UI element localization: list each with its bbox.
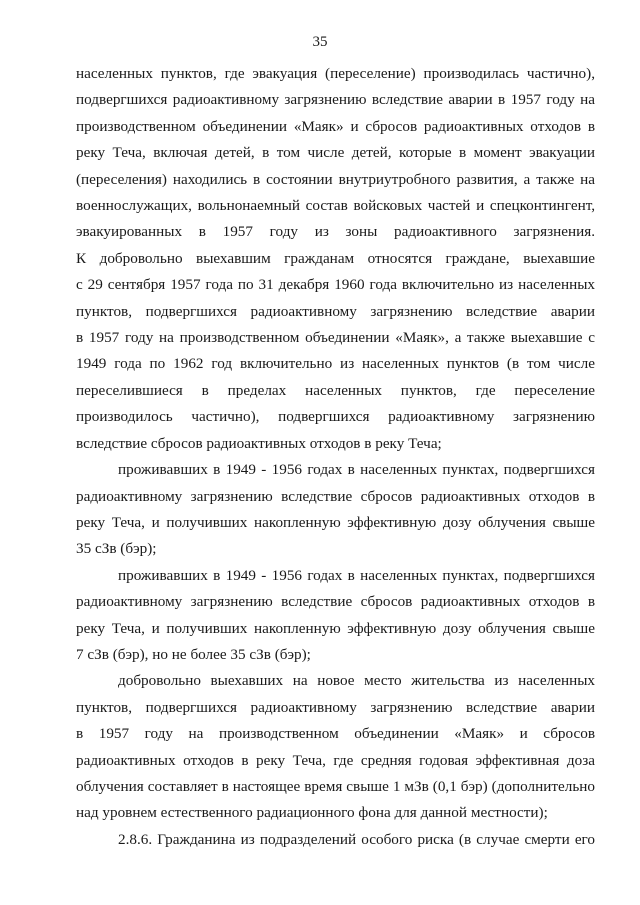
text-line: с 29 сентября 1957 года по 31 декабря 1960 года включительно из населенных xyxy=(76,276,595,294)
paragraph xyxy=(76,668,595,826)
text-line: реку Теча, и получивших накопленную эффективную дозу облучения свыше xyxy=(76,619,595,637)
text-line: над уровнем естественного радиационного фона для данной местности); xyxy=(76,804,548,822)
text-line: 2.8.6. Гражданина из подразделений особого риска (в случае смерти его xyxy=(118,830,595,848)
paragraph xyxy=(76,827,595,853)
text-line: 35 сЗв (бэр); xyxy=(76,540,157,558)
text-line: переселившиеся в пределах населенных пунктов, где переселение xyxy=(76,381,595,399)
text-line: подвергшихся радиоактивному загрязнению вследствие аварии в 1957 году на xyxy=(76,91,595,109)
text-line: К добровольно выехавшим гражданам относятся граждане, выехавшие xyxy=(76,249,595,267)
text-line: реку Теча, и получивших накопленную эффективную дозу облучения свыше xyxy=(76,513,595,531)
text-line: производилось частично), подвергшихся радиоактивному загрязнению xyxy=(76,408,595,426)
text-line: вследствие сбросов радиоактивных отходов в реку Теча; xyxy=(76,434,442,452)
paragraph xyxy=(76,457,595,563)
document-body xyxy=(76,61,595,853)
text-line: в 1957 году на производственном объединении «Маяк» и сбросов xyxy=(76,725,595,743)
text-line: облучения составляет в настоящее время свыше 1 мЗв (0,1 бэр) (дополнительно xyxy=(76,777,595,795)
text-line: радиоактивных отходов в реку Теча, где средняя годовая эффективная доза xyxy=(76,751,595,769)
text-line: 1949 года по 1962 год включительно из населенных пунктов (в том числе xyxy=(76,355,595,373)
text-line: (переселения) находились в состоянии внутриутробного развития, а также на xyxy=(76,170,595,188)
text-line: 7 сЗв (бэр), но не более 35 сЗв (бэр); xyxy=(76,645,311,663)
text-line: эвакуированных в 1957 году из зоны радиоактивного загрязнения. xyxy=(76,223,595,241)
text-line: населенных пунктов, где эвакуация (переселение) производилась частично), xyxy=(76,65,595,82)
text-line: пунктов, подвергшихся радиоактивному загрязнению вследствие аварии xyxy=(76,302,595,320)
text-line: добровольно выехавших на новое место жительства из населенных xyxy=(118,672,595,690)
text-line: пунктов, подвергшихся радиоактивному загрязнению вследствие аварии xyxy=(76,698,595,716)
page-number: 35 xyxy=(312,34,328,50)
paragraph xyxy=(76,61,595,457)
text-line: радиоактивному загрязнению вследствие сбросов радиоактивных отходов в xyxy=(76,487,595,505)
text-line: реку Теча, включая детей, в том числе детей, которые в момент эвакуации xyxy=(76,144,595,162)
text-line: проживавших в 1949 - 1956 годах в населенных пунктах, подвергшихся xyxy=(118,566,595,584)
text-line: радиоактивному загрязнению вследствие сбросов радиоактивных отходов в xyxy=(76,593,595,611)
text-line: проживавших в 1949 - 1956 годах в населенных пунктах, подвергшихся xyxy=(118,461,595,479)
text-line: военнослужащих, вольнонаемный состав войсковых частей и спецконтингент, xyxy=(76,197,595,215)
text-line: в 1957 году на производственном объединении «Маяк», а также выехавшие с xyxy=(76,329,595,347)
paragraph xyxy=(76,563,595,669)
text-line: производственном объединении «Маяк» и сбросов радиоактивных отходов в xyxy=(76,117,595,135)
